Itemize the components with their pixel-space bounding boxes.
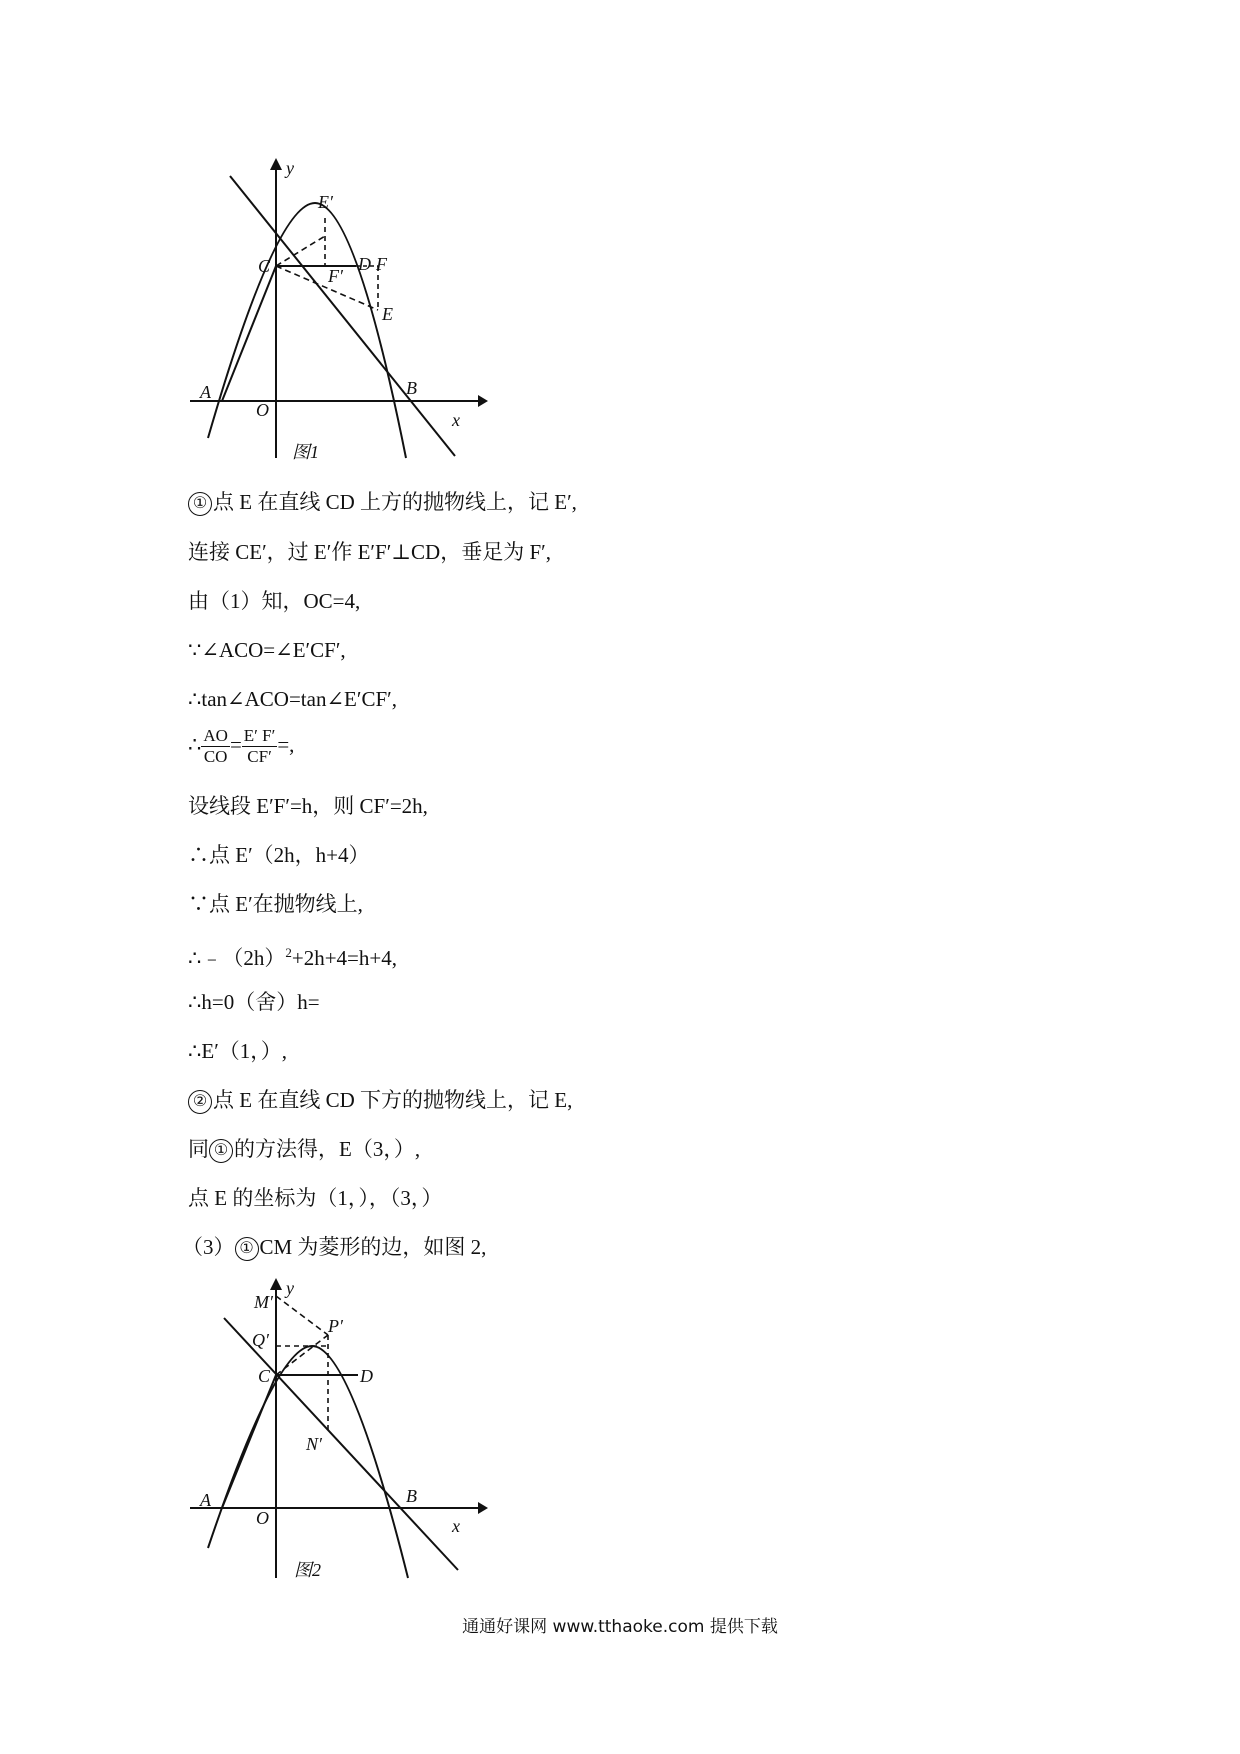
circled-one: ① xyxy=(209,1139,233,1163)
figure-2-diagram xyxy=(190,1278,490,1590)
fig2-label-x: x xyxy=(452,1516,460,1536)
line-16: （3） ① CM 为菱形的边，如图 2, xyxy=(182,1235,487,1259)
fig1-label-x: x xyxy=(452,410,460,430)
line-2: 连接 CE′，过 E′作 E′F′⊥CD，垂足为 F′, xyxy=(188,540,551,564)
line-3: 由（1）知，OC=4, xyxy=(188,589,361,613)
fig1-caption: 图1 xyxy=(292,442,319,462)
fig2-label-m-prime: M′ xyxy=(254,1292,273,1312)
fig2-label-c: C xyxy=(258,1366,271,1386)
fig2-label-y: y xyxy=(286,1278,294,1298)
fig2-label-q-prime: Q′ xyxy=(252,1330,269,1350)
line-14: 同 ① 的方法得，E（3，）, xyxy=(188,1137,421,1161)
fig2-label-n-prime: N′ xyxy=(306,1434,322,1454)
fig1-label-a: A xyxy=(200,382,211,402)
figure-1 xyxy=(190,158,490,470)
line-15: 点 E 的坐标为（1，），（3，） xyxy=(188,1186,443,1210)
fig1-label-e: E xyxy=(382,304,393,324)
fig1-label-f: F xyxy=(376,254,387,274)
line-1-text: 点 E 在直线 CD 上方的抛物线上，记 E′, xyxy=(213,490,577,514)
exponent: 2 xyxy=(285,945,292,960)
line-10: $\therefore﹣(2h)^2+2h+4=h+4$, xyxy=(188,945,397,970)
line-13: ② 点 E 在直线 CD 下方的抛物线上，记 E, xyxy=(188,1086,572,1114)
fraction-ao-co: $\frac{AO}{CO}$ xyxy=(203,726,228,766)
fraction-ef-cf: $\frac{E' F'}{CF'}$ xyxy=(243,726,276,766)
line-4: ∵∠ACO=∠E′CF′, xyxy=(188,638,346,662)
page-footer: 通通好课网 www.tthaoke.com 提供下载 xyxy=(462,1617,778,1637)
figure-2 xyxy=(190,1278,490,1590)
fig2-label-o: O xyxy=(256,1508,269,1528)
circled-one: ① xyxy=(235,1237,259,1261)
line-6-prefix: ∴ xyxy=(188,732,202,757)
figure-1-diagram xyxy=(190,158,490,470)
fig2-label-d: D xyxy=(360,1366,373,1386)
line-5: ∴tan∠ACO=tan∠E′CF′, xyxy=(188,687,397,711)
line-9: ∵点 E′在抛物线上, xyxy=(188,892,363,916)
fig1-label-f-prime: F′ xyxy=(328,266,343,286)
circled-two: ② xyxy=(188,1090,212,1114)
fig1-label-o: O xyxy=(256,400,269,420)
line-6-suffix: =, xyxy=(277,732,295,757)
fig2-label-a: A xyxy=(200,1490,211,1510)
line-1 xyxy=(188,488,577,516)
fig1-label-c: C xyxy=(258,256,271,276)
fig2-label-b: B xyxy=(406,1486,417,1506)
fig2-caption: 图2 xyxy=(294,1560,321,1580)
line-8: ∴点 E′（2h，h+4） xyxy=(188,843,370,867)
fig2-label-p-prime: P′ xyxy=(328,1316,343,1336)
fig1-label-b: B xyxy=(406,378,417,398)
line-6-eq: = xyxy=(229,732,242,757)
line-7: 设线段 E′F′=h，则 CF′=2h, xyxy=(188,794,428,818)
line-12: ∴E′（1，）, xyxy=(188,1039,288,1063)
fig1-label-y: y xyxy=(286,158,294,178)
circled-one: ① xyxy=(188,492,212,516)
line-6 xyxy=(188,726,294,767)
line-11: ∴h=0（舍）h= xyxy=(188,990,320,1014)
fig1-label-e-prime: E′ xyxy=(318,192,333,212)
fig1-label-d: D xyxy=(358,254,371,274)
